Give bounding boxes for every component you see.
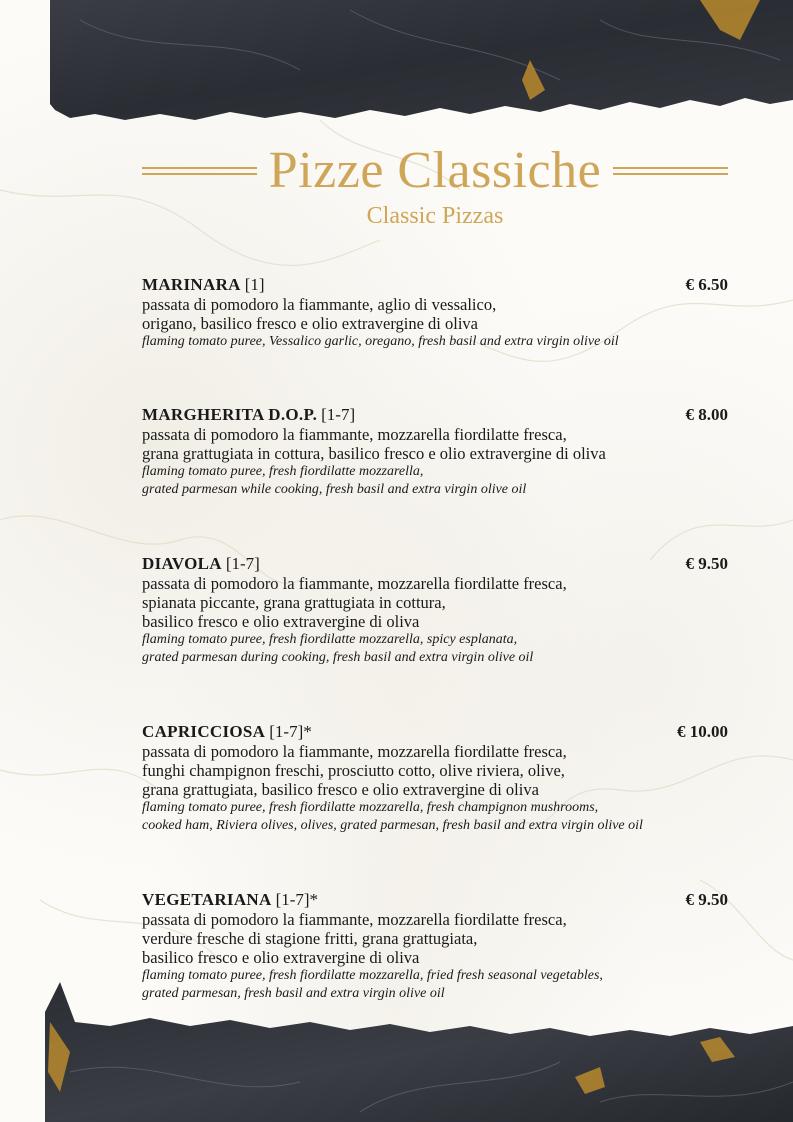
- item-price: € 8.00: [685, 405, 728, 424]
- item-title: [142, 554, 260, 574]
- italian-description-line: funghi champignon freschi, prosciutto cotto, olive riviera, olive,: [142, 761, 565, 780]
- item-title: [142, 722, 312, 742]
- allergen-code: [1-7]*: [275, 890, 319, 909]
- title-rule-left: [142, 167, 257, 175]
- bottom-stone-border: [0, 982, 793, 1122]
- item-name: MARGHERITA D.O.P.: [142, 405, 318, 424]
- menu-header: [142, 142, 728, 230]
- menu-item-marinara: [142, 275, 728, 351]
- english-description-line: flaming tomato puree, Vessalico garlic, oregano, fresh basil and extra virgin olive oil: [142, 334, 619, 349]
- item-header: [142, 554, 728, 574]
- page-title: Pizze Classiche: [268, 142, 602, 199]
- item-name: MARINARA: [142, 275, 241, 294]
- allergen-code: [1-7]: [321, 405, 356, 424]
- menu-item-vegetariana: [142, 890, 728, 1002]
- allergen-code: [1-7]: [225, 554, 260, 573]
- italian-description-line: passata di pomodoro la fiammante, mozzarella fiordilatte fresca,: [142, 425, 567, 444]
- italian-description-line: grana grattugiata, basilico fresco e olio extravergine di oliva: [142, 780, 539, 799]
- item-price: € 9.50: [685, 554, 728, 573]
- english-description-line: flaming tomato puree, fresh fiordilatte mozzarella, spicy esplanata,: [142, 632, 518, 647]
- italian-description-line: basilico fresco e olio extravergine di oliva: [142, 948, 420, 967]
- title-rule-right: [613, 167, 728, 175]
- item-header: [142, 405, 728, 425]
- italian-description-line: passata di pomodoro la fiammante, mozzarella fiordilatte fresca,: [142, 742, 567, 761]
- italian-description-line: grana grattugiata in cottura, basilico fresco e olio extravergine di oliva: [142, 444, 606, 463]
- italian-description-line: spianata piccante, grana grattugiata in cottura,: [142, 593, 446, 612]
- allergen-code: [1-7]*: [269, 722, 312, 741]
- english-description-line: cooked ham, Riviera olives, olives, grated parmesan, fresh basil and extra virgin olive oil: [142, 817, 643, 833]
- menu-item-diavola: [142, 554, 728, 666]
- title-row: [142, 142, 728, 199]
- english-description-line: flaming tomato puree, fresh fiordilatte mozzarella, fried fresh seasonal vegetables,: [142, 968, 603, 983]
- item-title: [142, 890, 318, 910]
- allergen-code: [1]: [244, 275, 265, 294]
- item-header: [142, 722, 728, 742]
- page-subtitle: Classic Pizzas: [366, 203, 504, 229]
- item-price: € 6.50: [685, 275, 728, 294]
- item-title: [142, 275, 265, 295]
- menu-item-margherita: [142, 405, 728, 498]
- italian-description-line: passata di pomodoro la fiammante, aglio di vessalico,: [142, 295, 497, 314]
- item-title: [142, 405, 355, 425]
- italian-description-line: passata di pomodoro la fiammante, mozzarella fiordilatte fresca,: [142, 910, 567, 929]
- italian-description-line: verdure fresche di stagione fritti, grana grattugiata,: [142, 929, 478, 948]
- item-name: CAPRICCIOSA: [142, 722, 266, 741]
- english-description-line: flaming tomato puree, fresh fiordilatte mozzarella, fresh champignon mushrooms,: [142, 800, 599, 815]
- item-name: VEGETARIANA: [142, 890, 272, 909]
- italian-description-line: basilico fresco e olio extravergine di oliva: [142, 612, 420, 631]
- italian-description-line: passata di pomodoro la fiammante, mozzarella fiordilatte fresca,: [142, 574, 567, 593]
- menu-item-capricciosa: [142, 722, 728, 834]
- item-price: € 9.50: [685, 890, 728, 909]
- item-header: [142, 890, 728, 910]
- english-description-line: flaming tomato puree, fresh fiordilatte mozzarella,: [142, 464, 424, 479]
- top-stone-border: [0, 0, 793, 125]
- english-description-line: grated parmesan, fresh basil and extra virgin olive oil: [142, 985, 445, 1001]
- item-header: [142, 275, 728, 295]
- english-description-line: grated parmesan while cooking, fresh basil and extra virgin olive oil: [142, 481, 527, 497]
- item-name: DIAVOLA: [142, 554, 222, 573]
- english-description-line: grated parmesan during cooking, fresh basil and extra virgin olive oil: [142, 649, 534, 665]
- item-price: € 10.00: [677, 722, 728, 741]
- italian-description-line: origano, basilico fresco e olio extravergine di oliva: [142, 314, 479, 333]
